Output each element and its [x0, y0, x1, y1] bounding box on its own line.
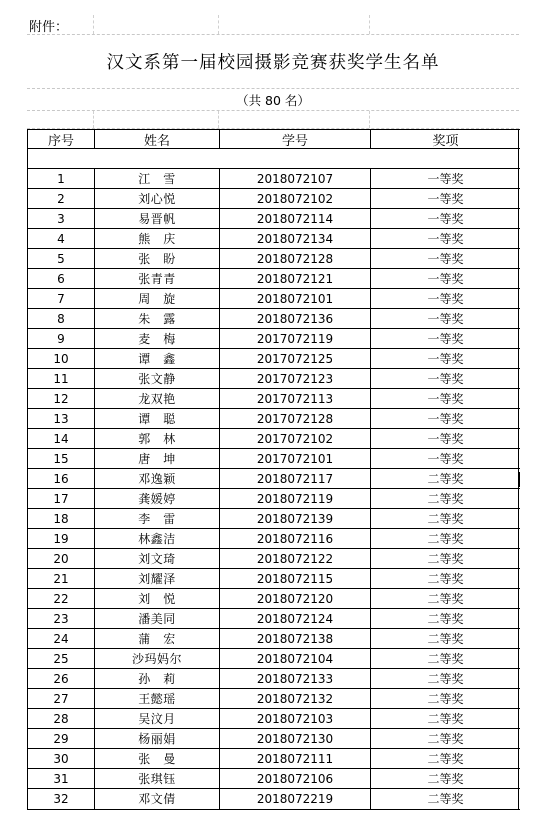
- student-id[interactable]: 2018072121: [219, 269, 370, 288]
- student-id[interactable]: 2017072123: [219, 369, 370, 388]
- student-name[interactable]: 郭 林: [94, 429, 219, 448]
- award-level[interactable]: 一等奖: [370, 249, 520, 268]
- student-id[interactable]: 2018072130: [219, 729, 370, 748]
- award-level[interactable]: 一等奖: [370, 309, 520, 328]
- table-row: [28, 429, 520, 449]
- student-id[interactable]: 2017072102: [219, 429, 370, 448]
- table-row: [28, 549, 520, 569]
- student-name[interactable]: 熊 庆: [94, 229, 219, 248]
- student-id[interactable]: 2018072104: [219, 649, 370, 668]
- table-row: [28, 229, 520, 249]
- text-cursor: [518, 472, 520, 487]
- row-number[interactable]: 10: [53, 351, 69, 366]
- table-row: [28, 749, 520, 769]
- row-number[interactable]: 9: [57, 331, 65, 346]
- student-name[interactable]: 谭 鑫: [94, 349, 219, 368]
- header-award[interactable]: 奖项: [370, 130, 520, 148]
- student-id[interactable]: 2018072122: [219, 549, 370, 568]
- header-no[interactable]: 序号: [47, 133, 74, 149]
- table-row: [28, 469, 520, 489]
- table-row: [28, 289, 520, 309]
- student-id[interactable]: 2018072124: [219, 609, 370, 628]
- table-row: [28, 409, 520, 429]
- student-id[interactable]: 2018072136: [219, 309, 370, 328]
- student-name[interactable]: 邓文倩: [94, 789, 219, 808]
- award-level[interactable]: 一等奖: [370, 269, 520, 288]
- award-level[interactable]: 二等奖: [370, 769, 520, 788]
- student-name[interactable]: 张 曼: [94, 749, 219, 768]
- student-id[interactable]: 2018072102: [219, 189, 370, 208]
- award-level[interactable]: 一等奖: [370, 209, 520, 228]
- row-number[interactable]: 23: [53, 611, 69, 626]
- row-number[interactable]: 29: [53, 731, 69, 746]
- student-name[interactable]: 刘耀泽: [94, 569, 219, 588]
- row-number[interactable]: 16: [53, 471, 69, 486]
- table-row: [28, 449, 520, 469]
- row-number[interactable]: 6: [57, 271, 65, 286]
- award-level[interactable]: 二等奖: [370, 789, 520, 808]
- row-number[interactable]: 7: [57, 291, 65, 306]
- table-row: [28, 729, 520, 749]
- count-note: （共 80 名）: [27, 89, 519, 111]
- student-name[interactable]: 张青青: [94, 269, 219, 288]
- student-name[interactable]: 蒲 宏: [94, 629, 219, 648]
- table-row: [28, 629, 520, 649]
- student-id[interactable]: 2018072103: [219, 709, 370, 728]
- student-name[interactable]: 刘文琦: [94, 549, 219, 568]
- award-level[interactable]: 二等奖: [370, 549, 520, 568]
- header-name[interactable]: 姓名: [94, 130, 219, 148]
- award-level[interactable]: 一等奖: [370, 229, 520, 248]
- award-level[interactable]: 一等奖: [370, 409, 520, 428]
- student-id[interactable]: 2017072125: [219, 349, 370, 368]
- award-level[interactable]: 一等奖: [370, 289, 520, 308]
- student-id[interactable]: 2018072119: [219, 489, 370, 508]
- row-number[interactable]: 22: [53, 591, 69, 606]
- student-id[interactable]: 2018072139: [219, 509, 370, 528]
- student-name[interactable]: 王懿瑶: [94, 689, 219, 708]
- row-number[interactable]: 26: [53, 671, 69, 686]
- student-id[interactable]: 2018072133: [219, 669, 370, 688]
- award-level[interactable]: 二等奖: [370, 609, 520, 628]
- row-number[interactable]: 8: [57, 311, 65, 326]
- row-number[interactable]: 12: [53, 391, 69, 406]
- student-name[interactable]: 邓逸颖: [94, 469, 219, 488]
- student-id[interactable]: 2018072114: [219, 209, 370, 228]
- row-number[interactable]: 4: [57, 231, 65, 246]
- table-row: [28, 209, 520, 229]
- row-number[interactable]: 32: [53, 791, 69, 806]
- row-number[interactable]: 2: [57, 191, 65, 206]
- table-row: [28, 669, 520, 689]
- award-level[interactable]: 一等奖: [370, 169, 520, 188]
- award-level[interactable]: 一等奖: [370, 329, 520, 348]
- student-id[interactable]: 2018072134: [219, 229, 370, 248]
- row-number[interactable]: 18: [53, 511, 69, 526]
- table-row: [28, 649, 520, 669]
- award-level[interactable]: 二等奖: [370, 629, 520, 648]
- student-id[interactable]: 2018072107: [219, 169, 370, 188]
- student-name[interactable]: 潘美同: [94, 609, 219, 628]
- student-name[interactable]: 沙玛妈尔: [94, 649, 219, 668]
- spreadsheet-sheet: [27, 15, 519, 810]
- attachment-row: [27, 15, 519, 35]
- row-number[interactable]: 20: [53, 551, 69, 566]
- table-row: [28, 789, 520, 809]
- row-number[interactable]: 19: [53, 531, 69, 546]
- table-row: [28, 169, 520, 189]
- student-name[interactable]: 杨丽娟: [94, 729, 219, 748]
- student-name[interactable]: 吴汶月: [94, 709, 219, 728]
- award-level[interactable]: 二等奖: [370, 529, 520, 548]
- table-row: [28, 769, 520, 789]
- student-name[interactable]: 易晋帆: [94, 209, 219, 228]
- row-number[interactable]: 30: [53, 751, 69, 766]
- award-level[interactable]: 一等奖: [370, 369, 520, 388]
- student-name[interactable]: 谭 聪: [94, 409, 219, 428]
- student-name[interactable]: 张 盼: [94, 249, 219, 268]
- student-id[interactable]: 2018072101: [219, 289, 370, 308]
- row-number[interactable]: 27: [53, 691, 69, 706]
- award-level[interactable]: 一等奖: [370, 429, 520, 448]
- row-number[interactable]: 13: [53, 411, 69, 426]
- spacer-row: [27, 111, 519, 129]
- student-id[interactable]: 2018072115: [219, 569, 370, 588]
- table-row: [28, 529, 520, 549]
- student-id[interactable]: 2017072128: [219, 409, 370, 428]
- table-row: [28, 689, 520, 709]
- award-level[interactable]: 二等奖: [370, 569, 520, 588]
- attachment-label: 附件：: [29, 19, 69, 35]
- student-name[interactable]: 张文静: [94, 369, 219, 388]
- table-row: [28, 589, 520, 609]
- student-id[interactable]: 2018072138: [219, 629, 370, 648]
- student-id[interactable]: 2018072117: [219, 469, 370, 488]
- table-row: [28, 509, 520, 529]
- award-level[interactable]: 二等奖: [370, 709, 520, 728]
- student-id[interactable]: 2018072111: [219, 749, 370, 768]
- student-name[interactable]: 龚媛婷: [94, 489, 219, 508]
- student-id[interactable]: 2017072101: [219, 449, 370, 468]
- row-number[interactable]: 15: [53, 451, 69, 466]
- award-level[interactable]: 二等奖: [370, 589, 520, 608]
- student-name[interactable]: 龙双艳: [94, 389, 219, 408]
- award-table: [27, 129, 519, 810]
- table-row: [28, 369, 520, 389]
- award-level[interactable]: 二等奖: [370, 509, 520, 528]
- student-name[interactable]: 周 旋: [94, 289, 219, 308]
- row-number[interactable]: 31: [53, 771, 69, 786]
- student-name[interactable]: 唐 坤: [94, 449, 219, 468]
- table-row: [28, 189, 520, 209]
- award-level[interactable]: 二等奖: [370, 749, 520, 768]
- award-level[interactable]: 一等奖: [370, 189, 520, 208]
- student-name[interactable]: 李 雷: [94, 509, 219, 528]
- award-level[interactable]: 二等奖: [370, 729, 520, 748]
- table-row: [28, 309, 520, 329]
- student-id[interactable]: 2017072119: [219, 329, 370, 348]
- award-level[interactable]: 一等奖: [370, 449, 520, 468]
- table-row: [28, 329, 520, 349]
- student-name[interactable]: 朱 露: [94, 309, 219, 328]
- row-number[interactable]: 11: [53, 371, 69, 386]
- row-number[interactable]: 3: [57, 211, 65, 226]
- student-name[interactable]: 江 雪: [94, 169, 219, 188]
- row-number[interactable]: 24: [53, 631, 69, 646]
- row-number[interactable]: 14: [53, 431, 69, 446]
- student-name[interactable]: 张琪钰: [94, 769, 219, 788]
- table-row: [28, 709, 520, 729]
- blank-row[interactable]: [28, 149, 520, 169]
- student-id[interactable]: 2017072113: [219, 389, 370, 408]
- row-number[interactable]: 21: [53, 571, 69, 586]
- row-number[interactable]: 5: [57, 251, 65, 266]
- student-id[interactable]: 2018072132: [219, 689, 370, 708]
- table-row: [28, 269, 520, 289]
- table-row: [28, 249, 520, 269]
- student-id[interactable]: 2018072128: [219, 249, 370, 268]
- header-student-id[interactable]: 学号: [219, 130, 370, 148]
- student-id[interactable]: 2018072106: [219, 769, 370, 788]
- student-id[interactable]: 2018072120: [219, 589, 370, 608]
- student-id[interactable]: 2018072219: [219, 789, 370, 808]
- table-row: [28, 489, 520, 509]
- row-number[interactable]: 28: [53, 711, 69, 726]
- award-level[interactable]: 一等奖: [370, 349, 520, 368]
- table-header-row: [28, 129, 520, 149]
- award-level[interactable]: 二等奖: [370, 469, 520, 488]
- award-level[interactable]: 二等奖: [370, 689, 520, 708]
- award-level[interactable]: 一等奖: [370, 389, 520, 408]
- student-id[interactable]: 2018072116: [219, 529, 370, 548]
- table-row: [28, 609, 520, 629]
- student-name[interactable]: 林鑫洁: [94, 529, 219, 548]
- row-number[interactable]: 17: [53, 491, 69, 506]
- award-level[interactable]: 二等奖: [370, 669, 520, 688]
- student-name[interactable]: 刘心悦: [94, 189, 219, 208]
- award-level[interactable]: 二等奖: [370, 649, 520, 668]
- document-title: 汉文系第一届校园摄影竞赛获奖学生名单: [27, 35, 519, 89]
- row-number[interactable]: 25: [53, 651, 69, 666]
- table-row: [28, 389, 520, 409]
- student-name[interactable]: 麦 梅: [94, 329, 219, 348]
- award-level[interactable]: 二等奖: [370, 489, 520, 508]
- student-name[interactable]: 刘 悦: [94, 589, 219, 608]
- table-row: [28, 349, 520, 369]
- table-row: [28, 569, 520, 589]
- row-number[interactable]: 1: [57, 171, 65, 186]
- student-name[interactable]: 孙 莉: [94, 669, 219, 688]
